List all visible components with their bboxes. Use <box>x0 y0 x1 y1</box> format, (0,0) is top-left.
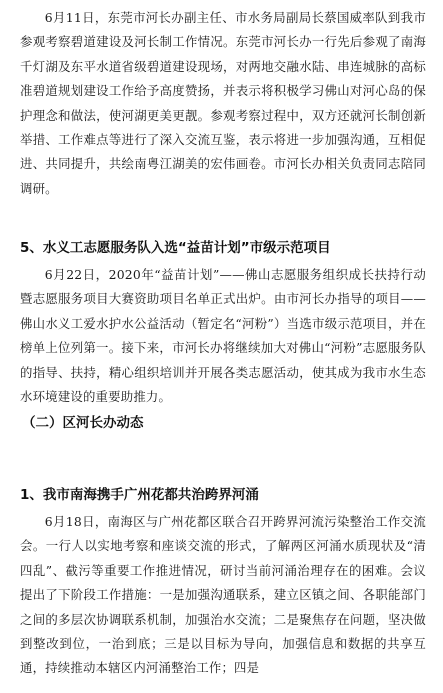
paragraph-yimiao-plan: 6月22日，2020年“益苗计划”——佛山志愿服务组织成长扶持行动暨志愿服务项目大赛资助项目名单正式出炉。由市河长办指导的项目——佛山水义工爱水护水公益活动（暂定名“河粉”）当选市级示范项目，并在榜单上位列第一。接下来，市河长办将继续加大对佛山“河粉”志愿服务队的指导、扶持，精心组织培训并开展各类志愿活动，使其成为我市水生态水环境建设的重要助推力。 <box>20 267 426 405</box>
paragraph-cross-border-rivers: 6月18日，南海区与广州花都区联合召开跨界河流污染整治工作交流会。一行人以实地考察和座谈交流的形式，了解两区河涌水质现状及“清四乱”、截污等重要工作推进情况，研讨当前河涌治理存在的困难。会议提出了下阶段工作措施：一是加强沟通联系，建立区镇之间、各职能部门之间的多层次协调联系机制，加强治水交流；二是聚焦存在问题，坚决做到整改到位，一治到底；三是以目标为导向，加强信息和数据的共享互通，持续推动本辖区内河涌整治工作；四是 <box>20 514 426 676</box>
heading-nanhai-huadu: 1、我市南海携手广州花都共治跨界河涌 <box>20 487 259 503</box>
paragraph-dongguan-visit: 6月11日，东莞市河长办副主任、市水务局副局长蔡国威率队到我市参观考察碧道建设及河长制工作情况。东莞市河长办一行先后参观了南海千灯湖及东平水道省级碧道建设现场，对两地交融水陆、串连城脉的高标准碧道规划建设工作给予高度赞扬，并表示将积极学习佛山对河心岛的保护理念和做法，使河湖更美更靓。参观考察过程中，双方还就河长制创新举措、工作难点等进行了深入交流互鉴，表示将进一步加强沟通，互相促进、共同提升，共绘南粤江湖美的宏伟画卷。市河长办相关负责同志陪同调研。 <box>20 10 426 196</box>
heading-volunteer-team: 5、水义工志愿服务队入选“益苗计划”市级示范项目 <box>20 240 331 256</box>
section-heading-district-news: （二）区河长办动态 <box>22 415 144 431</box>
